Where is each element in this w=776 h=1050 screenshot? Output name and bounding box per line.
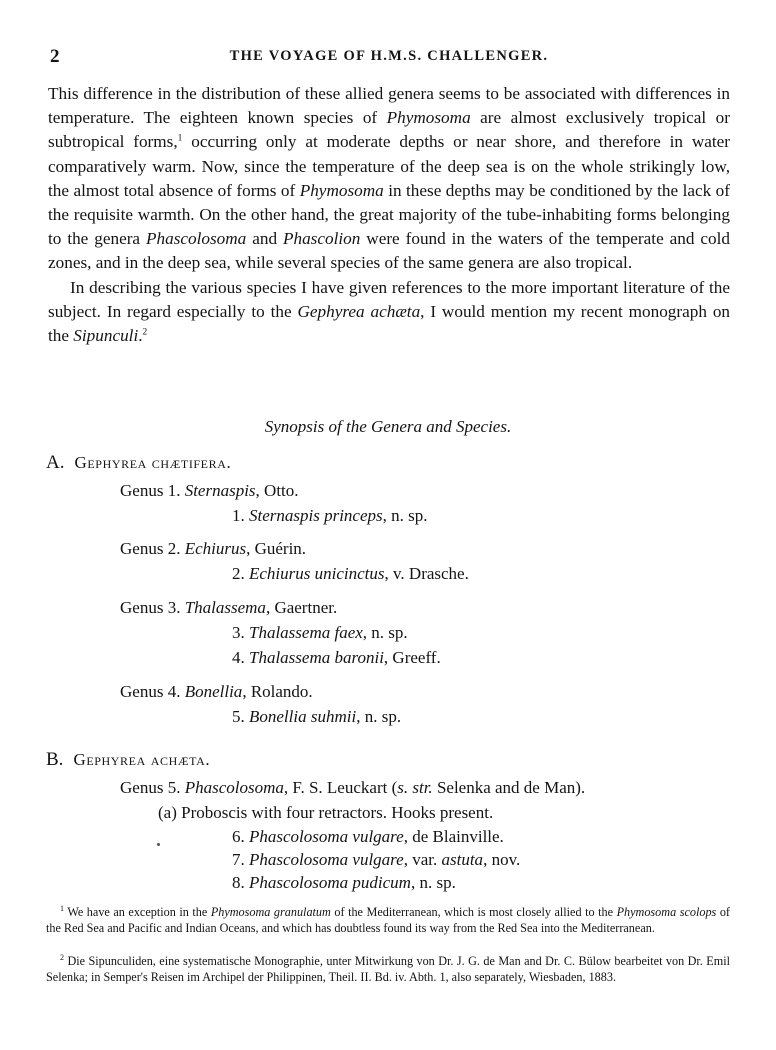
species-name: Phascolosoma vulgare — [249, 827, 404, 846]
species-1 — [232, 506, 428, 526]
section-letter: A. — [46, 452, 65, 473]
italic-group: Sipunculi — [73, 326, 139, 346]
genus-1 — [120, 481, 299, 501]
genus-author: , F. S. Leuckart ( — [283, 778, 398, 797]
genus-label: Genus 1. — [120, 481, 181, 500]
text: of the Mediterranean, which is most closely allied to the — [330, 905, 617, 919]
subgroup-letter: (a) — [158, 803, 177, 822]
species-author: , n. sp. — [410, 873, 456, 892]
species-name: Echiurus unicinctus — [249, 564, 385, 583]
species-author: , n. sp. — [362, 623, 408, 642]
text: in these depths may be conditioned by the lack of the requisite warmth. On the other hand, the great majority of the tube-inhabiting forms belonging to the genera — [48, 180, 730, 249]
genus-label: Genus 3. — [120, 598, 181, 617]
species-author: , v. Drasche. — [384, 564, 469, 583]
species-number: 8. — [232, 873, 245, 892]
species-number: 2. — [232, 564, 245, 583]
species-8 — [232, 873, 456, 893]
genus-name: Sternaspis — [184, 481, 256, 500]
text: In describing the various species I have given references to the more important literature of the subject. In regard especially to the — [48, 277, 730, 321]
print-speck — [157, 843, 160, 846]
species-author: , nov. — [483, 850, 521, 869]
species-number: 4. — [232, 648, 245, 667]
running-title: THE VOYAGE OF H.M.S. CHALLENGER. — [229, 48, 549, 64]
text: This difference in the distribution of these allied genera seems to be associated with differences in temperature. The eighteen known species of — [48, 84, 730, 128]
text: were found in the waters of the temperate and cold zones, and in the deep sea, while several species of the same genera are also tropical. — [48, 229, 730, 273]
italic-genus: Phascolosoma — [146, 229, 247, 249]
species-name: Thalassema faex — [249, 623, 363, 642]
species-author: , de Blainville. — [403, 827, 504, 846]
species-name: Sternaspis princeps — [249, 506, 383, 525]
species-author: , n. sp. — [356, 707, 402, 726]
genus-name: Thalassema — [184, 598, 266, 617]
genus-label: Genus 4. — [120, 682, 181, 701]
sensu-stricto: s. str. — [397, 778, 433, 797]
section-letter: B. — [46, 749, 64, 770]
species-name: Thalassema baronii — [249, 648, 384, 667]
section-a-heading — [46, 452, 231, 474]
genus-author: , Otto. — [255, 481, 299, 500]
species-number: 6. — [232, 827, 245, 846]
footnote-number: 1 — [60, 903, 64, 913]
species-name: Phascolosoma vulgare — [249, 850, 404, 869]
species-number: 7. — [232, 850, 245, 869]
species-2 — [232, 564, 469, 584]
subgroup-a — [158, 803, 493, 823]
italic-genus: Phymosoma — [299, 180, 384, 200]
section-b-heading — [46, 749, 210, 771]
species-3 — [232, 623, 408, 643]
species-6 — [232, 827, 504, 847]
subgroup-text: Proboscis with four retractors. Hooks present. — [176, 803, 494, 822]
text: , I would mention my recent monograph on the — [48, 301, 731, 346]
species-author: , Greeff. — [383, 648, 441, 667]
genus-5 — [120, 778, 585, 798]
footnote-1 — [46, 904, 730, 936]
text: of the Red Sea and Pacific and Indian Oceans, and which has doubtless found its way from the Red Sea into the Mediterranean. — [46, 905, 730, 936]
footnote-number: 2 — [60, 952, 64, 962]
text: We have an exception in the — [64, 905, 211, 919]
species-number: 1. — [232, 506, 245, 525]
section-name: Gephyrea achæta. — [73, 750, 211, 769]
page-number: 2 — [50, 46, 60, 67]
footnote-ref-1: 1 — [177, 133, 183, 144]
text: and — [246, 229, 283, 249]
genus-name: Phascolosoma — [184, 778, 284, 797]
species-name: Phascolosoma pudicum — [249, 873, 411, 892]
section-name: Gephyrea chætifera. — [74, 453, 232, 472]
variety-name: astuta — [441, 850, 484, 869]
variety-marker: , var. — [403, 850, 442, 869]
genus-name: Echiurus — [184, 539, 247, 558]
text: occurring only at moderate depths or near shore, and therefore in water comparatively warm. Now, since the temperature of the deep sea is on the whole strikingly low, the almost total absence of forms of — [48, 132, 730, 200]
genus-author: , Rolando. — [242, 682, 313, 701]
italic-species: Phymosoma granulatum — [210, 905, 331, 919]
footnote-ref-2: 2 — [142, 327, 148, 338]
species-5 — [232, 707, 401, 727]
italic-genus: Phymosoma — [386, 108, 471, 128]
genus-2 — [120, 539, 306, 559]
genus-name: Bonellia — [184, 682, 243, 701]
genus-author: , Guérin. — [246, 539, 307, 558]
text: are almost exclusively tropical or subtropical forms, — [48, 108, 730, 152]
species-number: 3. — [232, 623, 245, 642]
genus-label: Genus 5. — [120, 778, 181, 797]
body-text — [48, 82, 730, 348]
text: Die Sipunculiden, eine systematische Monographie, unter Mitwirkung von Dr. J. G. de Man and Dr. C. Bülow bearbeitet von Dr. Emil Selenka; in Semper's Reisen im Archipel der Philippinen, Theil. II. Bd. iv. Abth. 1, also separately, Wiesbaden, 1883. — [46, 954, 730, 985]
footnote-2 — [46, 953, 730, 985]
species-number: 5. — [232, 707, 245, 726]
italic-group: Gephyrea achæta — [297, 301, 421, 321]
italic-species: Phymosoma scolops — [616, 905, 717, 919]
species-author: , n. sp. — [382, 506, 428, 525]
genus-author: Selenka and de Man). — [432, 778, 586, 797]
paragraph-2 — [48, 276, 730, 349]
synopsis-title: Synopsis of the Genera and Species. — [264, 417, 512, 436]
italic-genus: Phascolion — [283, 229, 361, 249]
genus-label: Genus 2. — [120, 539, 181, 558]
page-header — [46, 46, 732, 70]
genus-author: , Gaertner. — [265, 598, 338, 617]
species-7 — [232, 850, 520, 870]
species-name: Bonellia suhmii — [249, 707, 357, 726]
paragraph-1 — [48, 82, 730, 276]
genus-4 — [120, 682, 313, 702]
genus-3 — [120, 598, 337, 618]
species-4 — [232, 648, 441, 668]
text: . — [138, 326, 143, 346]
